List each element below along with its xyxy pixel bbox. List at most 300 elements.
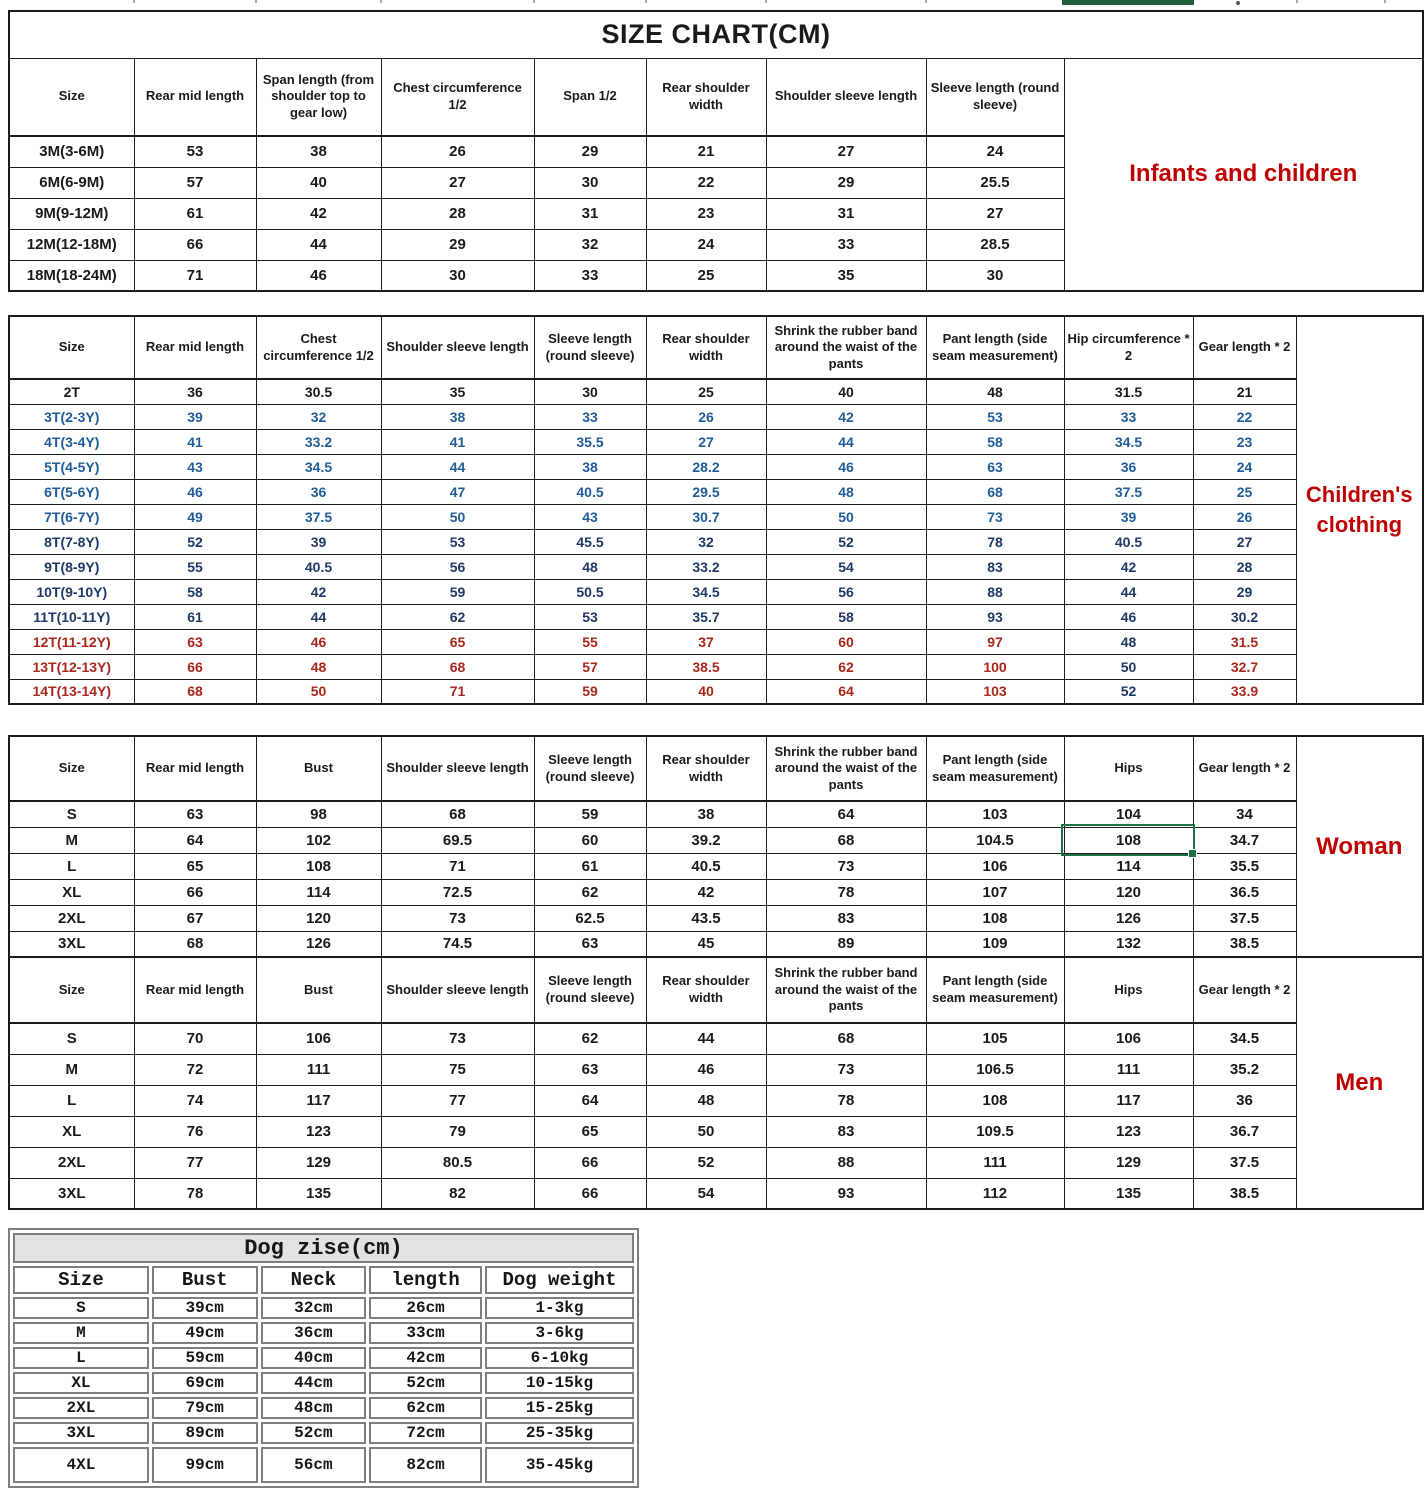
table-row bbox=[13, 1397, 634, 1419]
cell: 78 bbox=[926, 529, 1064, 554]
cell: 64 bbox=[766, 801, 926, 827]
table-row bbox=[9, 931, 1423, 957]
cell: 63 bbox=[534, 931, 646, 957]
gridline-tick bbox=[925, 0, 927, 3]
cell: 50 bbox=[766, 504, 926, 529]
cell: 22 bbox=[1193, 404, 1296, 429]
cell: 37.5 bbox=[1193, 1147, 1296, 1178]
cell: 63 bbox=[134, 629, 256, 654]
cell: 117 bbox=[1064, 1085, 1193, 1116]
cell: 48cm bbox=[261, 1397, 367, 1419]
cell: 89 bbox=[766, 931, 926, 957]
cell: 8T(7-8Y) bbox=[9, 529, 134, 554]
cell: 59 bbox=[534, 801, 646, 827]
cell: 111 bbox=[1064, 1054, 1193, 1085]
cell: 44 bbox=[1064, 579, 1193, 604]
header-cell: Rear mid length bbox=[134, 58, 256, 136]
cell: 48 bbox=[256, 654, 381, 679]
cell: 27 bbox=[926, 198, 1064, 229]
cell: 6T(5-6Y) bbox=[9, 479, 134, 504]
cell: 123 bbox=[1064, 1116, 1193, 1147]
header-cell: Gear length * 2 bbox=[1193, 957, 1296, 1023]
cell: 120 bbox=[1064, 879, 1193, 905]
cell: 27 bbox=[646, 429, 766, 454]
header-cell: Size bbox=[9, 316, 134, 379]
cell: 66 bbox=[134, 229, 256, 260]
table-row bbox=[9, 905, 1423, 931]
table-row bbox=[9, 879, 1423, 905]
dog-size-table bbox=[8, 1228, 639, 1488]
header-cell: Hips bbox=[1064, 736, 1193, 801]
cell: 36cm bbox=[261, 1322, 367, 1344]
infants-table bbox=[8, 10, 1424, 292]
cell: 44 bbox=[766, 429, 926, 454]
cell: 62 bbox=[534, 1023, 646, 1054]
cell: 78 bbox=[766, 879, 926, 905]
cell: 82 bbox=[381, 1178, 534, 1209]
cell: 35.2 bbox=[1193, 1054, 1296, 1085]
cell: 27 bbox=[766, 136, 926, 167]
header-cell: Shrink the rubber band around the waist of the pants bbox=[766, 736, 926, 801]
cell: 3-6kg bbox=[485, 1322, 634, 1344]
dog-table-title: Dog zise(cm) bbox=[13, 1233, 634, 1263]
header-cell: Shrink the rubber band around the waist of the pants bbox=[766, 316, 926, 379]
cell: 25 bbox=[1193, 479, 1296, 504]
cell: 27 bbox=[1193, 529, 1296, 554]
cell: 56 bbox=[381, 554, 534, 579]
children-table bbox=[8, 315, 1424, 705]
cell: 14T(13-14Y) bbox=[9, 679, 134, 704]
cell: 38 bbox=[646, 801, 766, 827]
cell: 100 bbox=[926, 654, 1064, 679]
cell: 129 bbox=[1064, 1147, 1193, 1178]
cell: 39 bbox=[256, 529, 381, 554]
cell: 38.5 bbox=[1193, 1178, 1296, 1209]
cell: 103 bbox=[926, 679, 1064, 704]
cell: 53 bbox=[534, 604, 646, 629]
header-cell: Chest circumference 1/2 bbox=[256, 316, 381, 379]
cell: 77 bbox=[134, 1147, 256, 1178]
cell: 61 bbox=[134, 198, 256, 229]
header-cell: Size bbox=[13, 1266, 149, 1294]
cell: 32.7 bbox=[1193, 654, 1296, 679]
cell: 55 bbox=[534, 629, 646, 654]
header-row bbox=[13, 1266, 634, 1294]
table-row bbox=[9, 604, 1423, 629]
header-cell: Gear length * 2 bbox=[1193, 736, 1296, 801]
cell: L bbox=[13, 1347, 149, 1369]
cell: M bbox=[9, 827, 134, 853]
cell: 135 bbox=[256, 1178, 381, 1209]
cell: 74.5 bbox=[381, 931, 534, 957]
cell: 82cm bbox=[369, 1447, 482, 1483]
cell: 52 bbox=[766, 529, 926, 554]
header-cell: Rear mid length bbox=[134, 957, 256, 1023]
cell: 106 bbox=[256, 1023, 381, 1054]
table-row bbox=[9, 479, 1423, 504]
cell: 12T(11-12Y) bbox=[9, 629, 134, 654]
cell: 132 bbox=[1064, 931, 1193, 957]
cell: 109.5 bbox=[926, 1116, 1064, 1147]
header-cell: Rear mid length bbox=[134, 736, 256, 801]
cell: 83 bbox=[766, 1116, 926, 1147]
cell: 36 bbox=[134, 379, 256, 404]
cell: 68 bbox=[381, 801, 534, 827]
cell: 58 bbox=[766, 604, 926, 629]
cell: 106 bbox=[1064, 1023, 1193, 1054]
cell: 21 bbox=[646, 136, 766, 167]
cell: 56cm bbox=[261, 1447, 367, 1483]
cell: 52 bbox=[1064, 679, 1193, 704]
cell: 57 bbox=[534, 654, 646, 679]
cell: 3XL bbox=[9, 931, 134, 957]
cell: 39cm bbox=[152, 1297, 258, 1319]
table-row bbox=[13, 1347, 634, 1369]
dot-artifact bbox=[1236, 1, 1240, 5]
table-row bbox=[9, 801, 1423, 827]
cell: 33.2 bbox=[256, 429, 381, 454]
cell: 27 bbox=[381, 167, 534, 198]
header-cell: Shoulder sleeve length bbox=[381, 957, 534, 1023]
cell: 68 bbox=[926, 479, 1064, 504]
cell: 43.5 bbox=[646, 905, 766, 931]
cell: 26cm bbox=[369, 1297, 482, 1319]
cell: 126 bbox=[1064, 905, 1193, 931]
cell: 66 bbox=[534, 1178, 646, 1209]
cell: 61 bbox=[534, 853, 646, 879]
cell: 104 bbox=[1064, 801, 1193, 827]
cell: 32 bbox=[646, 529, 766, 554]
cell: 106.5 bbox=[926, 1054, 1064, 1085]
cell: 24 bbox=[1193, 454, 1296, 479]
cell: 48 bbox=[646, 1085, 766, 1116]
cell: 36 bbox=[1193, 1085, 1296, 1116]
cell: 26 bbox=[381, 136, 534, 167]
header-cell: Size bbox=[9, 736, 134, 801]
header-cell: Neck bbox=[261, 1266, 367, 1294]
cell: 52 bbox=[134, 529, 256, 554]
cell: 117 bbox=[256, 1085, 381, 1116]
cell: 78 bbox=[766, 1085, 926, 1116]
cell: 2XL bbox=[9, 1147, 134, 1178]
cell: 63 bbox=[926, 454, 1064, 479]
section-label: Woman bbox=[1296, 736, 1423, 957]
cell: 75 bbox=[381, 1054, 534, 1085]
cell: 62 bbox=[766, 654, 926, 679]
section-label: Infants and children bbox=[1064, 58, 1423, 291]
table-row bbox=[9, 1054, 1423, 1085]
cell: 25-35kg bbox=[485, 1422, 634, 1444]
table-row bbox=[9, 554, 1423, 579]
header-cell: Bust bbox=[256, 736, 381, 801]
cell: 29.5 bbox=[646, 479, 766, 504]
cell: 42 bbox=[1064, 554, 1193, 579]
cell: 28.2 bbox=[646, 454, 766, 479]
cell: 68 bbox=[766, 827, 926, 853]
cell: 43 bbox=[134, 454, 256, 479]
cell: S bbox=[9, 801, 134, 827]
cell: 68 bbox=[134, 931, 256, 957]
cell: 135 bbox=[1064, 1178, 1193, 1209]
cell: 73 bbox=[926, 504, 1064, 529]
cell: 106 bbox=[926, 853, 1064, 879]
cell: 44 bbox=[646, 1023, 766, 1054]
cell: 2XL bbox=[13, 1397, 149, 1419]
table-row bbox=[9, 404, 1423, 429]
cell: 112 bbox=[926, 1178, 1064, 1209]
cell: 77 bbox=[381, 1085, 534, 1116]
cell: 34.5 bbox=[1064, 429, 1193, 454]
cell: 34.5 bbox=[646, 579, 766, 604]
cell: 70 bbox=[134, 1023, 256, 1054]
cell: 40.5 bbox=[646, 853, 766, 879]
cell: 36.5 bbox=[1193, 879, 1296, 905]
header-cell: Pant length (side seam measurement) bbox=[926, 316, 1064, 379]
gridline-tick bbox=[1384, 0, 1386, 3]
section-label: Children's clothing bbox=[1296, 316, 1423, 704]
cell: 79 bbox=[381, 1116, 534, 1147]
cell: 33 bbox=[1064, 404, 1193, 429]
cell: 55 bbox=[134, 554, 256, 579]
header-cell: Size bbox=[9, 957, 134, 1023]
cell: 26 bbox=[1193, 504, 1296, 529]
cell: 30.5 bbox=[256, 379, 381, 404]
cell: 5T(4-5Y) bbox=[9, 454, 134, 479]
header-cell: Sleeve length (round sleeve) bbox=[926, 58, 1064, 136]
cell: 40.5 bbox=[1064, 529, 1193, 554]
cell: 12M(12-18M) bbox=[9, 229, 134, 260]
cell: 3M(3-6M) bbox=[9, 136, 134, 167]
cell: 68 bbox=[381, 654, 534, 679]
cell: 111 bbox=[256, 1054, 381, 1085]
cell: 73 bbox=[381, 1023, 534, 1054]
cell: 63 bbox=[134, 801, 256, 827]
cell: 29 bbox=[766, 167, 926, 198]
cell: 73 bbox=[766, 853, 926, 879]
cell: 35.7 bbox=[646, 604, 766, 629]
cell: 44 bbox=[256, 229, 381, 260]
cell: 88 bbox=[766, 1147, 926, 1178]
cell: 39.2 bbox=[646, 827, 766, 853]
cell: 9M(9-12M) bbox=[9, 198, 134, 229]
cell: 23 bbox=[646, 198, 766, 229]
cell: 105 bbox=[926, 1023, 1064, 1054]
cell: 25 bbox=[646, 379, 766, 404]
header-cell: Shoulder sleeve length bbox=[766, 58, 926, 136]
cell: 97 bbox=[926, 629, 1064, 654]
cell: 15-25kg bbox=[485, 1397, 634, 1419]
cell: 30.2 bbox=[1193, 604, 1296, 629]
cell: 60 bbox=[766, 629, 926, 654]
cell: S bbox=[9, 1023, 134, 1054]
header-cell: Sleeve length (round sleeve) bbox=[534, 736, 646, 801]
cell: 31 bbox=[766, 198, 926, 229]
cell: 38.5 bbox=[1193, 931, 1296, 957]
cell: 50 bbox=[1064, 654, 1193, 679]
cell: 23 bbox=[1193, 429, 1296, 454]
cell: 62.5 bbox=[534, 905, 646, 931]
table-row bbox=[9, 1178, 1423, 1209]
cell: 34 bbox=[1193, 801, 1296, 827]
table-row bbox=[13, 1297, 634, 1319]
cell: 40cm bbox=[261, 1347, 367, 1369]
cell: 71 bbox=[134, 260, 256, 291]
header-cell: Span length (from shoulder top to gear low) bbox=[256, 58, 381, 136]
cell: 65 bbox=[381, 629, 534, 654]
cell: 11T(10-11Y) bbox=[9, 604, 134, 629]
cell: L bbox=[9, 853, 134, 879]
gridline-tick bbox=[255, 0, 257, 3]
cell: 1-3kg bbox=[485, 1297, 634, 1319]
header-cell: Pant length (side seam measurement) bbox=[926, 957, 1064, 1023]
cell: 30 bbox=[381, 260, 534, 291]
table-row bbox=[9, 827, 1423, 853]
gridline-tick bbox=[645, 0, 647, 3]
cell: 35 bbox=[766, 260, 926, 291]
table-row bbox=[9, 529, 1423, 554]
cell: 58 bbox=[926, 429, 1064, 454]
gridline-tick bbox=[533, 0, 535, 3]
dog-title-row bbox=[13, 1233, 634, 1263]
cell: 44 bbox=[256, 604, 381, 629]
cell: 72 bbox=[134, 1054, 256, 1085]
header-cell: Hip circumference * 2 bbox=[1064, 316, 1193, 379]
table-row bbox=[9, 429, 1423, 454]
cell: 63 bbox=[534, 1054, 646, 1085]
header-row bbox=[9, 736, 1423, 801]
cell: 65 bbox=[134, 853, 256, 879]
cell: 54 bbox=[646, 1178, 766, 1209]
cell: 38.5 bbox=[646, 654, 766, 679]
cell: 111 bbox=[926, 1147, 1064, 1178]
table-row bbox=[9, 1116, 1423, 1147]
header-cell: Hips bbox=[1064, 957, 1193, 1023]
cell: 28 bbox=[381, 198, 534, 229]
header-cell: Rear shoulder width bbox=[646, 316, 766, 379]
table-row bbox=[9, 853, 1423, 879]
cell: 33 bbox=[766, 229, 926, 260]
cell: 61 bbox=[134, 604, 256, 629]
cell: M bbox=[9, 1054, 134, 1085]
cell: 64 bbox=[134, 827, 256, 853]
cell: 24 bbox=[926, 136, 1064, 167]
cell: 35-45kg bbox=[485, 1447, 634, 1483]
cell: 21 bbox=[1193, 379, 1296, 404]
cell: 62 bbox=[534, 879, 646, 905]
cell: 114 bbox=[256, 879, 381, 905]
header-cell: Bust bbox=[256, 957, 381, 1023]
cell: 93 bbox=[926, 604, 1064, 629]
cell: 68 bbox=[766, 1023, 926, 1054]
cell: 46 bbox=[766, 454, 926, 479]
cell: 68 bbox=[134, 679, 256, 704]
cell: 41 bbox=[381, 429, 534, 454]
cell: 2XL bbox=[9, 905, 134, 931]
header-cell: Sleeve length (round sleeve) bbox=[534, 316, 646, 379]
cell: 33 bbox=[534, 404, 646, 429]
cell: 60 bbox=[534, 827, 646, 853]
cell: 31.5 bbox=[1064, 379, 1193, 404]
cell: 41 bbox=[134, 429, 256, 454]
page-title: SIZE CHART(CM) bbox=[9, 11, 1423, 58]
cell: 7T(6-7Y) bbox=[9, 504, 134, 529]
cell: 48 bbox=[766, 479, 926, 504]
cell: 120 bbox=[256, 905, 381, 931]
table-row bbox=[9, 1085, 1423, 1116]
cell: 10T(9-10Y) bbox=[9, 579, 134, 604]
cell: 78 bbox=[134, 1178, 256, 1209]
header-cell: length bbox=[369, 1266, 482, 1294]
table-row bbox=[9, 504, 1423, 529]
cell: 65 bbox=[534, 1116, 646, 1147]
cell: 53 bbox=[381, 529, 534, 554]
cell: 4T(3-4Y) bbox=[9, 429, 134, 454]
cell: 49cm bbox=[152, 1322, 258, 1344]
cell: 104.5 bbox=[926, 827, 1064, 853]
cell: 36 bbox=[256, 479, 381, 504]
cell: 6-10kg bbox=[485, 1347, 634, 1369]
cell: 74 bbox=[134, 1085, 256, 1116]
cell: 66 bbox=[534, 1147, 646, 1178]
cell: XL bbox=[13, 1372, 149, 1394]
cell: 31 bbox=[534, 198, 646, 229]
header-cell: Rear shoulder width bbox=[646, 957, 766, 1023]
cell: 2T bbox=[9, 379, 134, 404]
cell: 64 bbox=[534, 1085, 646, 1116]
cell: 44cm bbox=[261, 1372, 367, 1394]
table-row bbox=[9, 654, 1423, 679]
cell: 30 bbox=[926, 260, 1064, 291]
cell: 43 bbox=[534, 504, 646, 529]
cell: 42cm bbox=[369, 1347, 482, 1369]
cell: 22 bbox=[646, 167, 766, 198]
cell: 56 bbox=[766, 579, 926, 604]
cell: 79cm bbox=[152, 1397, 258, 1419]
header-cell: Shoulder sleeve length bbox=[381, 316, 534, 379]
cell: 66 bbox=[134, 654, 256, 679]
cell: 50 bbox=[256, 679, 381, 704]
header-cell: Shrink the rubber band around the waist of the pants bbox=[766, 957, 926, 1023]
cell: 89cm bbox=[152, 1422, 258, 1444]
cell: 67 bbox=[134, 905, 256, 931]
table-row bbox=[9, 679, 1423, 704]
cell: 83 bbox=[766, 905, 926, 931]
header-cell: Rear shoulder width bbox=[646, 58, 766, 136]
cell: 46 bbox=[646, 1054, 766, 1085]
cell: 40 bbox=[646, 679, 766, 704]
cell: 37.5 bbox=[256, 504, 381, 529]
cell: L bbox=[9, 1085, 134, 1116]
table-row bbox=[13, 1322, 634, 1344]
table-row bbox=[9, 1023, 1423, 1054]
column-highlight-bar bbox=[1062, 0, 1194, 5]
cell: 32 bbox=[534, 229, 646, 260]
cell: 52cm bbox=[369, 1372, 482, 1394]
cell: 42 bbox=[256, 198, 381, 229]
cell: 30.7 bbox=[646, 504, 766, 529]
header-row bbox=[9, 58, 1423, 136]
cell: 50.5 bbox=[534, 579, 646, 604]
cell: 46 bbox=[256, 629, 381, 654]
cell: 33 bbox=[534, 260, 646, 291]
table-row bbox=[9, 579, 1423, 604]
gridline-tick bbox=[380, 0, 382, 3]
header-cell: Pant length (side seam measurement) bbox=[926, 736, 1064, 801]
cell: 37.5 bbox=[1064, 479, 1193, 504]
cell: 33.9 bbox=[1193, 679, 1296, 704]
cell: M bbox=[13, 1322, 149, 1344]
cell: S bbox=[13, 1297, 149, 1319]
